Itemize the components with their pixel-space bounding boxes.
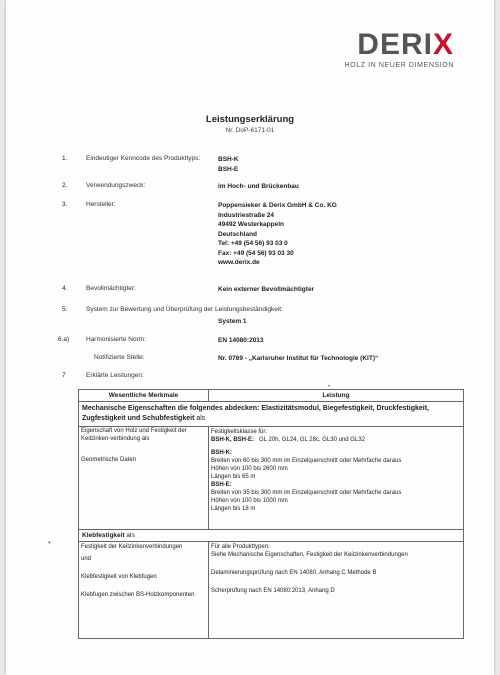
table-section-row (79, 530, 464, 542)
item-number: 3. (62, 201, 68, 208)
document-title: Leistungserklärung (205, 114, 295, 125)
item-label: Notifizierte Stelle: (94, 354, 145, 361)
table-header: Wesentliche Merkmale (79, 390, 209, 402)
item-number: 5. (62, 306, 68, 313)
item-label: Hersteller: (86, 201, 116, 208)
item-number: 1. (62, 155, 68, 162)
item-label: System zur Bewertung und Überprüfung der Leistungsbeständigkeit: (86, 306, 283, 313)
item-number: 6.a) (58, 336, 70, 343)
ink-mark: • (48, 538, 51, 547)
logo-tagline: HOLZ IN NEUER DIMENSION (344, 62, 454, 69)
item-number: 7 (62, 372, 66, 379)
table-cell: Festigkeit der Keilzinkenverbindungen und Klebfestigkeit von Klebfugen Klebfugen zwischen BS-Holzkomponenten (79, 542, 209, 639)
item-value: Nr. 0769 - „Karlsruher Institut für Technologie (KIT)“ (218, 355, 379, 362)
performance-table (78, 389, 464, 639)
section-adhesive: Klebfestigkeit als (79, 530, 464, 542)
table-cell: Eigenschaft von Holz und Festigkeit der Keilzinken-verbindung als Geometrische Daten (79, 427, 209, 530)
manufacturer-address: Poppensieker & Derix GmbH & Co. KG Industriestraße 24 49492 Westerkappeln Deutschland Tel: +49 (54 56) 93 03 0 Fax: +49 (54 56) 93 03 30 www.derix.de (218, 202, 337, 266)
item-value: Kein externer Bevollmächtigter (218, 286, 315, 293)
item-label: Bevollmächtigter: (86, 285, 136, 292)
item-value: EN 14080:2013 (218, 337, 264, 344)
table-cell: Festigkeitsklasse für: BSH-K, BSH-E: GL 20h, GL24, GL 28c, GL30 und GL32 BSH-K: Breiten von 60 bis 300 mm im Einzelquerschnitt oder Mehrfache daraus Höhen von 100 bis 2600 mm Längen bis 65 m BSH-E: Breiten von 35 bis 300 mm im Einzelquerschnitt oder Mehrfache daraus Höhen von 100 bis 1000 mm Längen bis 18 m (209, 427, 464, 530)
table-header-row (79, 390, 464, 402)
item-value: im Hoch- und Brückenbau (218, 183, 299, 190)
derix-logo (345, 30, 454, 69)
item-number: 4. (62, 285, 68, 292)
table-section-row (79, 402, 464, 427)
table-cell: Für alle Produkttypen: Siehe Mechanische Eigenschaften, Festigkeit der Keilzinkenverbindungen Delaminierungsprüfung nach EN 14080, Anhang C Methode B Scherprüfung nach EN 14080:2013, Anhang D (209, 542, 464, 639)
table-row (79, 542, 464, 639)
item-label: Harmonisierte Norm: (86, 336, 146, 343)
document-number: Nr. DoP-6171-01 (225, 127, 275, 134)
table-header: Leistung (209, 390, 464, 402)
item-label: Eindeutiger Kenncode des Produkttyps: (86, 155, 201, 162)
item-value: System 1 (218, 318, 247, 325)
item-value: BSH-K BSH-E (218, 156, 239, 173)
document-page (6, 0, 494, 675)
item-number: 2. (62, 182, 68, 189)
logo-wordmark: DERIX (357, 28, 454, 61)
section-mechanical: Mechanische Eigenschaften die folgendes abdecken: Elastizitätsmodul, Biegefestigkeit, Druckfestigkeit, Zugfestigkeit und Schubfestigkeit als (79, 402, 464, 427)
item-label: Erklärte Leistungen: (86, 372, 144, 379)
table-row (79, 427, 464, 530)
ink-mark: • (328, 384, 331, 390)
item-label: Verwendungszweck: (86, 182, 146, 189)
